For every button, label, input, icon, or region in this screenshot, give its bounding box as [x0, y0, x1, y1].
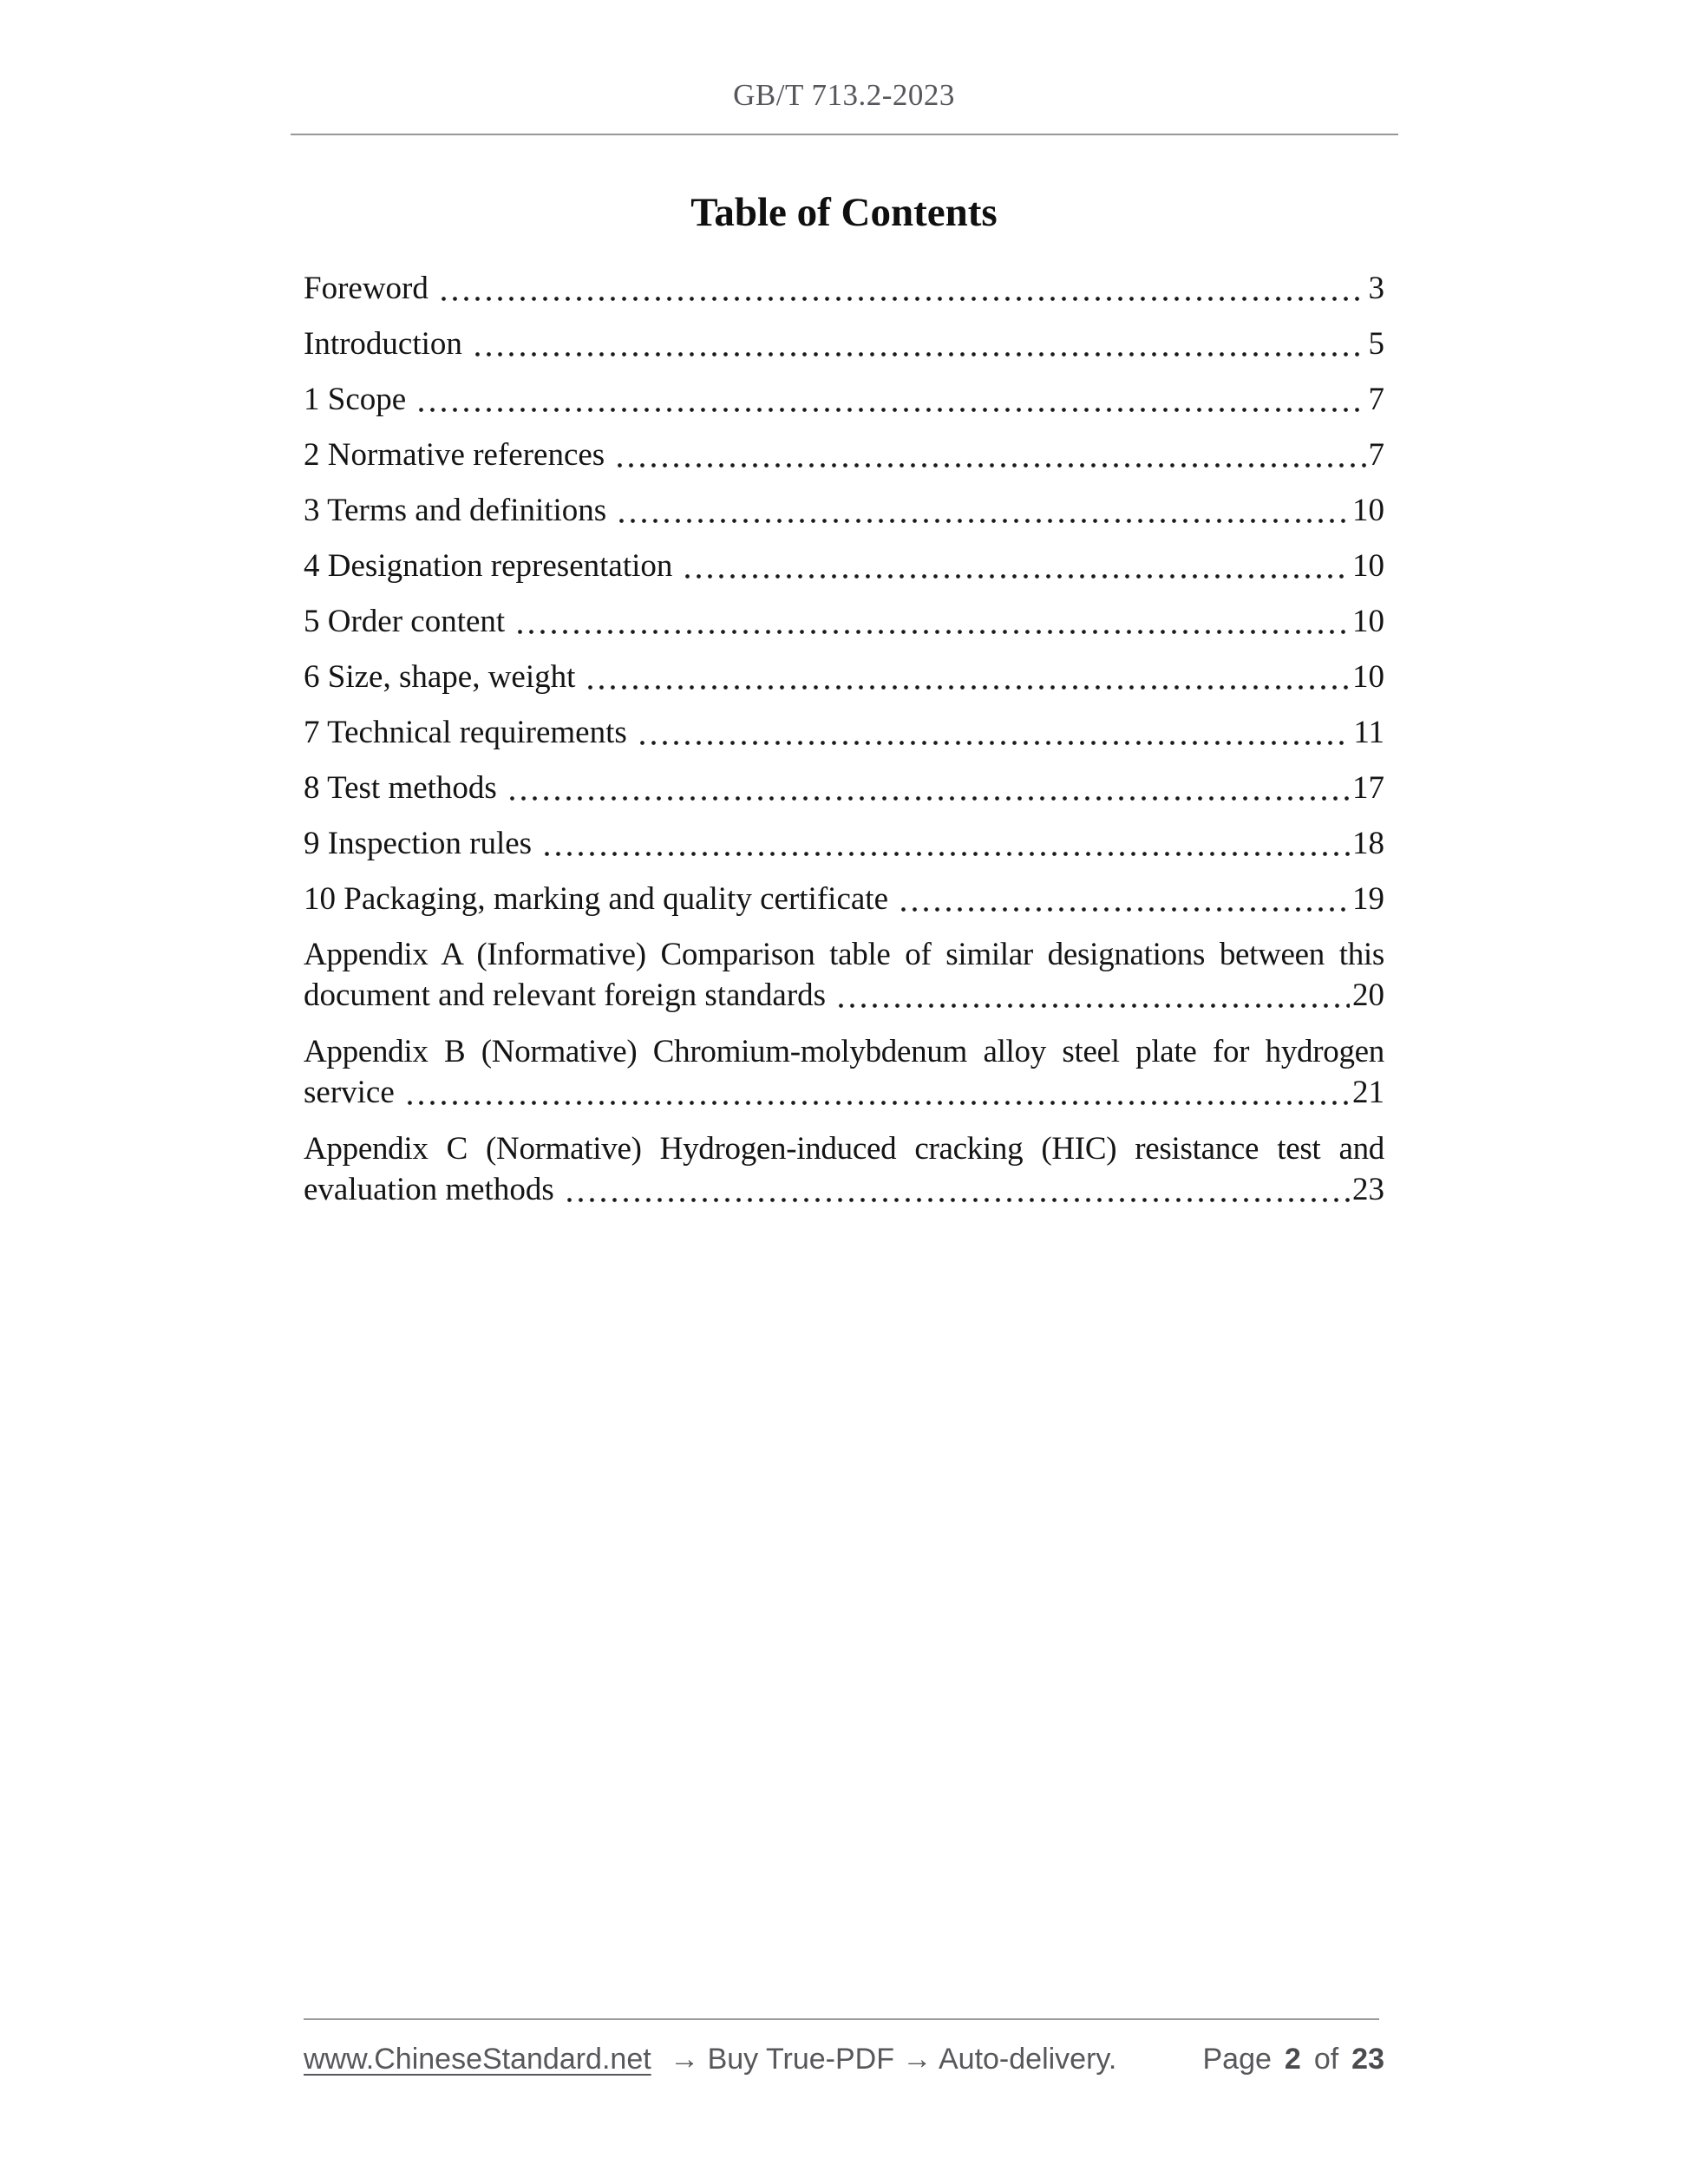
toc-leader-dots	[436, 268, 1366, 310]
toc-entry-label: 9 Inspection rules	[304, 826, 533, 861]
toc-page-number: 10	[1352, 659, 1384, 695]
toc-page-number: 10	[1352, 604, 1384, 639]
toc-leader-dots	[540, 823, 1350, 865]
toc-page-number: 7	[1368, 437, 1384, 473]
toc-page-number: 21	[1352, 1075, 1384, 1110]
toc-page-number: 10	[1352, 493, 1384, 528]
header-divider	[291, 134, 1398, 135]
toc-entry-appendix-c	[304, 1128, 1384, 1211]
toc-entry-label-line1: Appendix A (Informative) Comparison table of similar designations between this	[304, 937, 1384, 972]
toc-leader-dots	[562, 1169, 1350, 1211]
footer-site-link[interactable]: www.ChineseStandard.net	[304, 2043, 651, 2076]
toc-page-number: 23	[1352, 1172, 1384, 1207]
toc-entry-label: 1 Scope	[304, 382, 407, 417]
toc-entry-appendix-b	[304, 1031, 1384, 1114]
toc-entry-label: 3 Terms and definitions	[304, 493, 607, 528]
toc-entry-designation-representation	[304, 546, 1384, 587]
toc-entry-label-line1: Appendix B (Normative) Chromium-molybdenum alloy steel plate for hydrogen	[304, 1034, 1384, 1069]
toc-leader-dots	[470, 324, 1366, 365]
toc-entry-label: 4 Designation representation	[304, 548, 673, 584]
toc-entry-label: Foreword	[304, 271, 429, 306]
table-of-contents	[304, 268, 1384, 1211]
page-indicator	[1202, 2042, 1384, 2076]
toc-leader-dots	[513, 601, 1350, 643]
page-title: Table of Contents	[690, 190, 998, 235]
toc-leader-dots	[505, 768, 1350, 809]
footer-info	[304, 2042, 1116, 2076]
toc-entry-technical-requirements	[304, 712, 1384, 754]
toc-entry-label: evaluation methods	[304, 1172, 554, 1207]
page-indicator-of: of	[1313, 2043, 1339, 2076]
toc-entry-label: 7 Technical requirements	[304, 715, 627, 750]
toc-page-number: 10	[1352, 548, 1384, 584]
toc-entry-label-line1: Appendix C (Normative) Hydrogen-induced cracking (HIC) resistance test and	[304, 1131, 1384, 1167]
footer-row	[304, 2042, 1384, 2076]
toc-leader-dots	[834, 975, 1350, 1017]
footer-divider	[304, 2018, 1379, 2020]
toc-page-number: 17	[1352, 770, 1384, 806]
toc-page-number: 3	[1368, 271, 1384, 306]
page-indicator-label: Page	[1202, 2043, 1272, 2076]
toc-entry-appendix-a	[304, 934, 1384, 1017]
toc-entry-foreword	[304, 268, 1384, 310]
toc-entry-label: 6 Size, shape, weight	[304, 659, 576, 695]
toc-leader-dots	[612, 435, 1365, 476]
toc-entry-line2	[304, 1169, 1384, 1211]
toc-entry-label: 2 Normative references	[304, 437, 605, 473]
toc-page-number: 18	[1352, 826, 1384, 861]
toc-leader-dots	[614, 490, 1350, 532]
toc-entry-label: service	[304, 1075, 395, 1110]
toc-entry-label: 8 Test methods	[304, 770, 497, 806]
page-footer	[304, 2018, 1384, 2076]
toc-entry-inspection-rules	[304, 823, 1384, 865]
toc-entry-label: Introduction	[304, 326, 462, 362]
document-number: GB/T 713.2-2023	[733, 78, 955, 112]
toc-page-number: 5	[1368, 326, 1384, 362]
toc-entry-label: 10 Packaging, marking and quality certificate	[304, 881, 888, 917]
toc-entry-introduction	[304, 324, 1384, 365]
toc-entry-size-shape-weight	[304, 657, 1384, 698]
page-current-number: 2	[1284, 2043, 1301, 2076]
toc-leader-dots	[583, 657, 1350, 698]
toc-page-number: 11	[1353, 715, 1384, 750]
footer-tagline: → Buy True-PDF → Auto-delivery.	[670, 2043, 1117, 2076]
toc-leader-dots	[896, 879, 1350, 920]
toc-entry-label: 5 Order content	[304, 604, 506, 639]
toc-page-number: 7	[1368, 382, 1384, 417]
toc-entry-normative-references	[304, 435, 1384, 476]
toc-entry-label: document and relevant foreign standards	[304, 978, 827, 1013]
toc-leader-dots	[635, 712, 1351, 754]
toc-leader-dots	[414, 379, 1365, 421]
toc-entry-scope	[304, 379, 1384, 421]
toc-page-number: 20	[1352, 978, 1384, 1013]
page-total-number: 23	[1351, 2043, 1384, 2076]
toc-entry-test-methods	[304, 768, 1384, 809]
toc-entry-line2	[304, 1072, 1384, 1114]
toc-leader-dots	[402, 1072, 1350, 1114]
toc-entry-packaging-marking	[304, 879, 1384, 920]
toc-entry-line2	[304, 975, 1384, 1017]
toc-page-number: 19	[1352, 881, 1384, 917]
toc-entry-terms-definitions	[304, 490, 1384, 532]
toc-leader-dots	[680, 546, 1350, 587]
toc-entry-order-content	[304, 601, 1384, 643]
